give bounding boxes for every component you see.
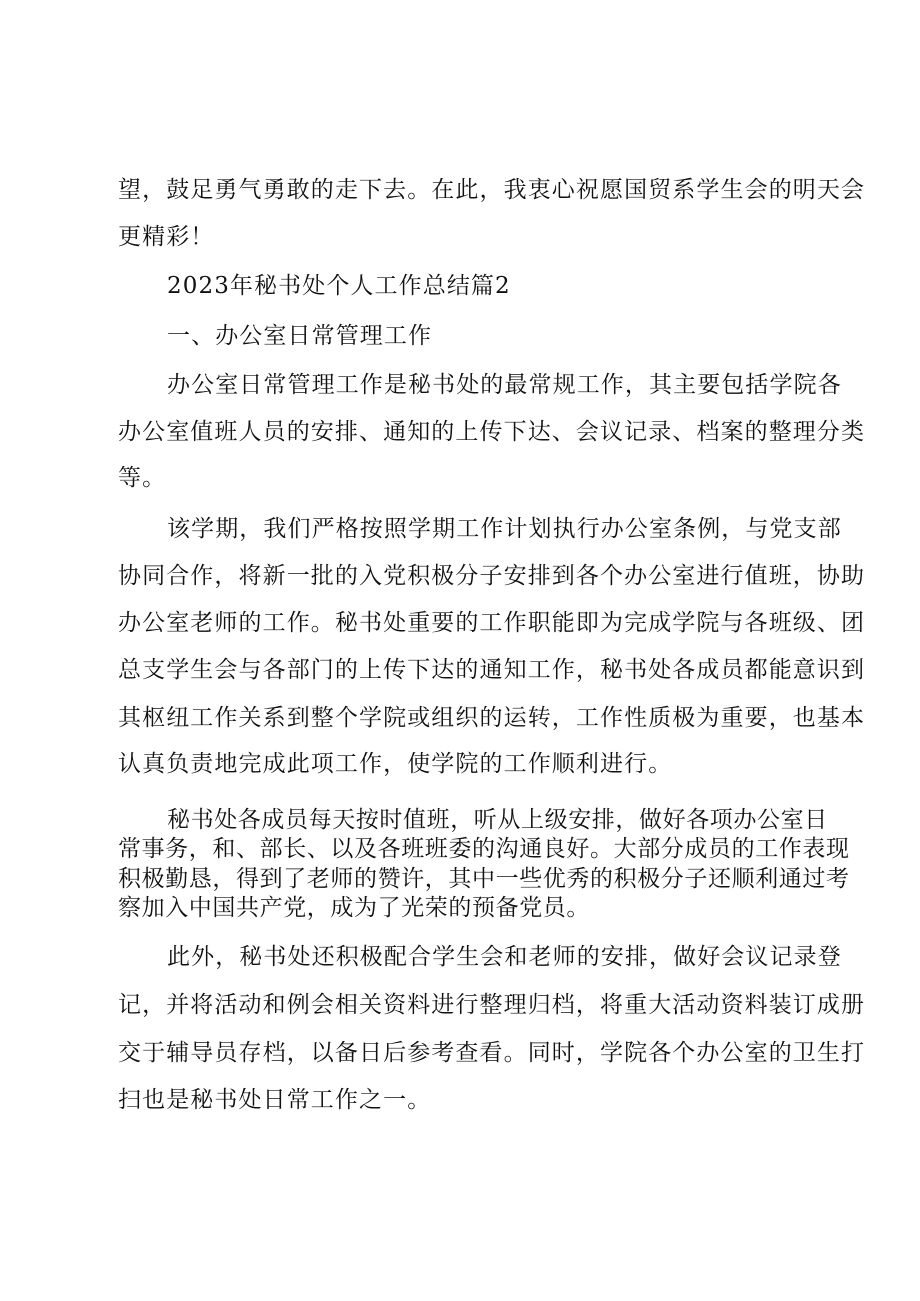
text-line: 更精彩！ [118,224,215,250]
text-line: 等。 [118,465,167,491]
text-line: 交于辅导员存档，以备日后参考查看。同时，学院各个办公室的卫生打 [118,1040,866,1066]
text-line: 察加入中国共产党，成为了光荣的预备党员。 [118,895,590,921]
text-line: 秘书处各成员每天按时值班，听从上级安排，做好各项办公室日 [167,807,828,833]
text-line: 该学期，我们严格按照学期工作计划执行办公室条例，与党支部 [167,516,842,542]
text-line: 办公室老师的工作。秘书处重要的工作职能即为完成学院与各班级、团 [118,610,866,636]
text-line: 办公室值班人员的安排、通知的上传下达、会议记录、档案的整理分类 [118,419,866,445]
text-line: 总支学生会与各部门的上传下达的通知工作，秘书处各成员都能意识到 [118,657,866,683]
text-line: 望，鼓足勇气勇敢的走下去。在此，我衷心祝愿国贸系学生会的明天会 [118,177,866,203]
subsection-heading: 一、办公室日常管理工作 [167,323,433,349]
text-line: 扫也是秘书处日常工作之一。 [118,1087,432,1113]
text-line: 协同合作，将新一批的入党积极分子安排到各个办公室进行值班，协助 [118,563,866,589]
text-line: 办公室日常管理工作是秘书处的最常规工作，其主要包括学院各 [167,372,842,398]
section-title: 2023年秘书处个人工作总结篇2 [167,273,511,299]
text-line: 其枢纽工作关系到整个学院或组织的运转，工作性质极为重要，也基本 [118,705,866,731]
text-line: 记，并将活动和例会相关资料进行整理归档，将重大活动资料装订成册 [118,992,866,1018]
text-line: 认真负责地完成此项工作，使学院的工作顺利进行。 [118,751,673,777]
text-line: 此外，秘书处还积极配合学生会和老师的安排，做好会议记录登 [167,944,842,970]
text-line: 积极勤恳，得到了老师的赞许，其中一些优秀的积极分子还顺利通过考 [118,866,850,892]
text-line: 常事务，和、部长、以及各班班委的沟通良好。大部分成员的工作表现 [118,836,850,862]
